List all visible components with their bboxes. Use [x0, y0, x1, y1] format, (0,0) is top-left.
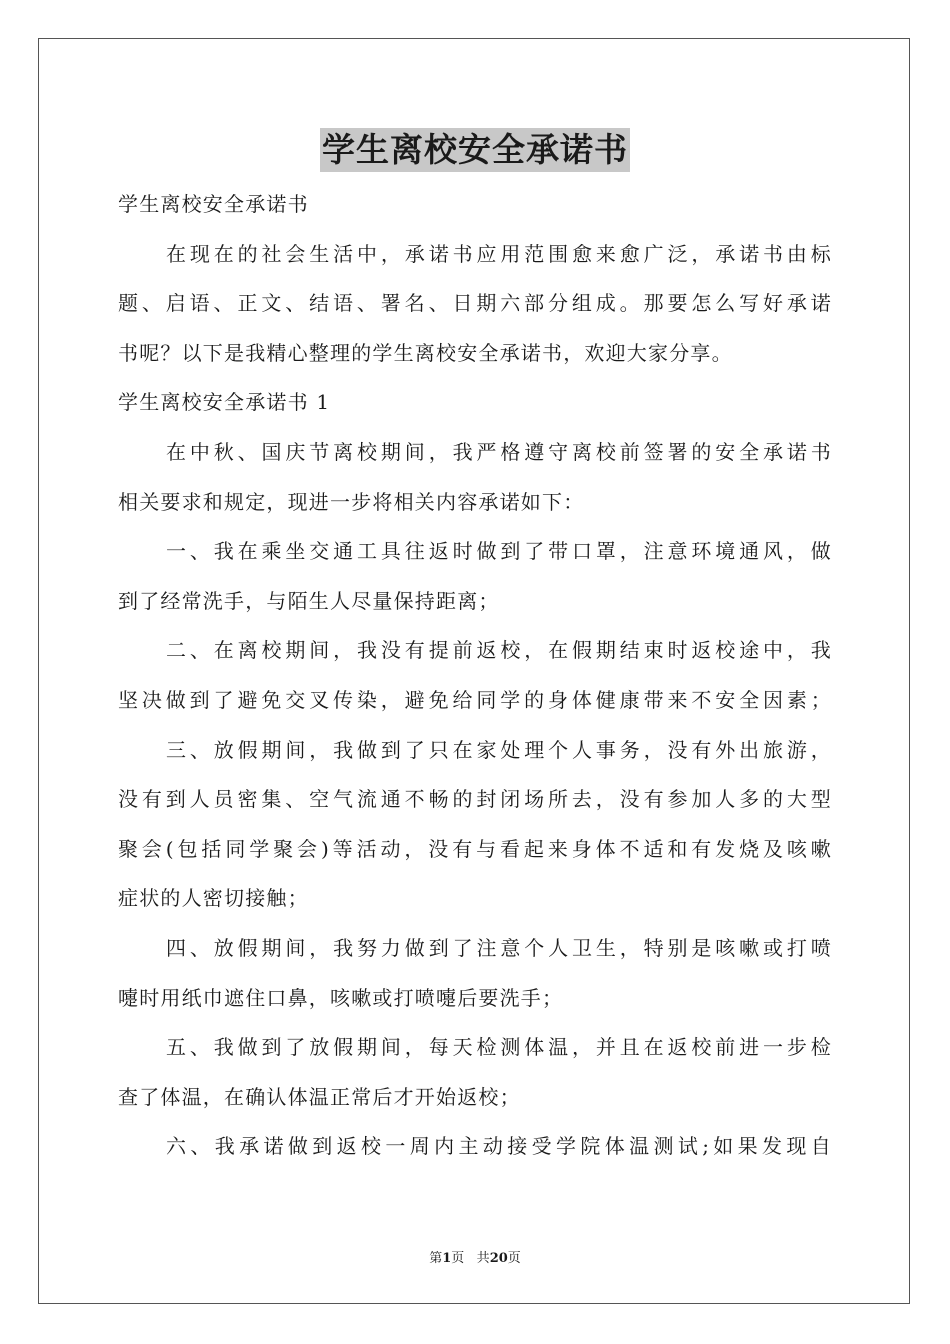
footer-page-suffix: 页 [451, 1251, 465, 1266]
footer-page-prefix: 第 [429, 1251, 443, 1266]
text-line: 在现在的社会生活中，承诺书应用范围愈来愈广泛，承诺书由标 [166, 241, 832, 266]
text-line: 一、我在乘坐交通工具往返时做到了带口罩，注意环境通风，做 [166, 539, 832, 564]
text-line: 在中秋、国庆节离校期间，我严格遵守离校前签署的安全承诺书 [166, 439, 832, 464]
text-line: 坚决做到了避免交叉传染，避免给同学的身体健康带来不安全因素； [118, 687, 832, 712]
title-container [0, 128, 950, 172]
text-line: 没有到人员密集、空气流通不畅的封闭场所去，没有参加人多的大型 [118, 787, 832, 812]
footer-total-pages: 20 [489, 1251, 508, 1266]
page-footer [0, 1247, 950, 1266]
footer-total-prefix: 共 [476, 1251, 490, 1266]
text-line: 相关要求和规定，现进一步将相关内容承诺如下： [118, 489, 585, 514]
text-line: 四、放假期间，我努力做到了注意个人卫生，特别是咳嗽或打喷 [166, 935, 832, 960]
text-line: 书呢？以下是我精心整理的学生离校安全承诺书，欢迎大家分享。 [118, 340, 733, 365]
text-line: 二、在离校期间，我没有提前返校，在假期结束时返校途中，我 [166, 638, 832, 663]
text-line: 嚏时用纸巾遮住口鼻，咳嗽或打喷嚏后要洗手； [118, 985, 564, 1010]
text-line: 学生离校安全承诺书 1 [118, 390, 331, 415]
text-line: 三、放假期间，我做到了只在家处理个人事务，没有外出旅游， [166, 737, 832, 762]
document-body [118, 180, 832, 1172]
text-line: 五、我做到了放假期间，每天检测体温，并且在返校前进一步检 [166, 1035, 832, 1060]
footer-total-suffix: 页 [507, 1251, 521, 1266]
text-line: 查了体温，在确认体温正常后才开始返校； [118, 1084, 521, 1109]
text-line: 六、我承诺做到返校一周内主动接受学院体温测试;如果发现自 [166, 1134, 832, 1159]
document-title: 学生离校安全承诺书 [320, 128, 630, 172]
text-line: 症状的人密切接触； [118, 886, 309, 911]
text-line: 题、启语、正文、结语、署名、日期六部分组成。那要怎么写好承诺 [118, 291, 832, 316]
text-line: 学生离校安全承诺书 [118, 192, 309, 216]
footer-page-number: 1 [442, 1251, 452, 1266]
text-line: 到了经常洗手，与陌生人尽量保持距离； [118, 588, 500, 613]
text-line: 聚会(包括同学聚会)等活动，没有与看起来身体不适和有发烧及咳嗽 [118, 836, 832, 861]
